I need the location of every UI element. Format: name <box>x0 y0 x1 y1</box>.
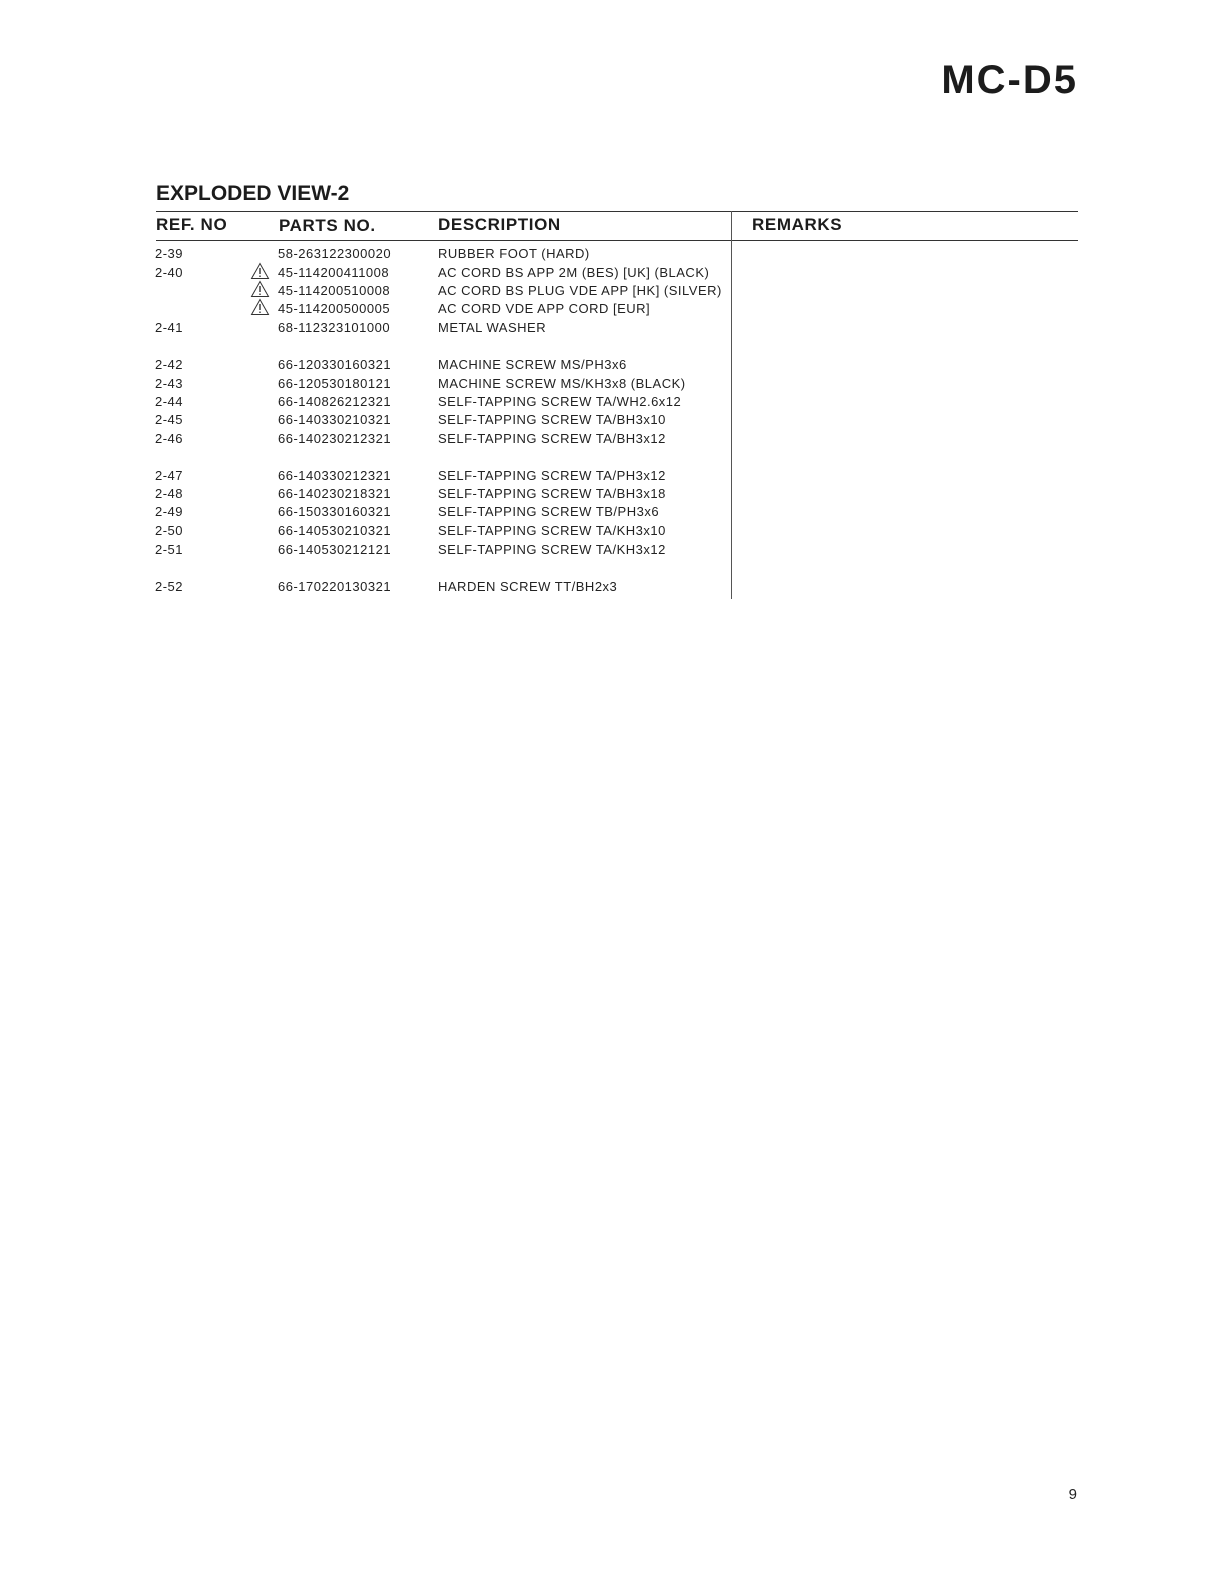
table-row <box>0 246 1219 264</box>
ref-no: 2-48 <box>155 486 184 501</box>
part-description: HARDEN SCREW TT/BH2x3 <box>438 579 618 594</box>
part-description: SELF-TAPPING SCREW TA/KH3x12 <box>438 542 666 557</box>
part-no: 66-140330210321 <box>278 412 392 427</box>
table-row <box>0 283 1219 301</box>
warning-triangle-icon <box>250 280 270 298</box>
part-description: MACHINE SCREW MS/KH3x8 (BLACK) <box>438 376 686 391</box>
part-no: 66-140826212321 <box>278 394 392 409</box>
part-description: AC CORD VDE APP CORD [EUR] <box>438 301 651 316</box>
part-description: SELF-TAPPING SCREW TB/PH3x6 <box>438 504 660 519</box>
part-description: MACHINE SCREW MS/PH3x6 <box>438 357 627 372</box>
part-description: SELF-TAPPING SCREW TA/BH3x10 <box>438 412 666 427</box>
table-row <box>0 301 1219 319</box>
column-header-ref-no: REF. NO <box>156 215 228 234</box>
table-header-rule <box>156 240 1078 241</box>
table-row <box>0 265 1219 283</box>
ref-no: 2-40 <box>155 265 184 280</box>
part-no: 66-140230218321 <box>278 486 392 501</box>
table-row <box>0 394 1219 412</box>
part-description: SELF-TAPPING SCREW TA/BH3x18 <box>438 486 666 501</box>
page-number: 9 <box>1068 1486 1077 1503</box>
part-no: 45-114200500005 <box>278 301 391 316</box>
table-row <box>0 376 1219 394</box>
part-no: 66-170220130321 <box>278 579 392 594</box>
column-header-parts-no: PARTS NO. <box>279 216 376 235</box>
ref-no: 2-50 <box>155 523 184 538</box>
table-row <box>0 412 1219 430</box>
ref-no: 2-42 <box>155 357 184 372</box>
table-row <box>0 504 1219 522</box>
table-row <box>0 542 1219 560</box>
part-no: 66-120530180121 <box>278 376 392 391</box>
warning-triangle-icon <box>250 262 270 280</box>
part-no: 66-150330160321 <box>278 504 392 519</box>
part-no: 66-140230212321 <box>278 431 392 446</box>
ref-no: 2-47 <box>155 468 184 483</box>
part-description: RUBBER FOOT (HARD) <box>438 246 590 261</box>
part-description: SELF-TAPPING SCREW TA/PH3x12 <box>438 468 666 483</box>
column-header-remarks: REMARKS <box>752 215 843 234</box>
part-no: 66-140530212121 <box>278 542 392 557</box>
table-row <box>0 486 1219 504</box>
table-top-rule <box>156 211 1078 212</box>
ref-no: 2-43 <box>155 376 184 391</box>
table-row <box>0 431 1219 449</box>
part-description: AC CORD BS APP 2M (BES) [UK] (BLACK) <box>438 265 710 280</box>
part-no: 68-112323101000 <box>278 320 391 335</box>
section-title: EXPLODED VIEW-2 <box>156 182 350 205</box>
warning-triangle-icon <box>250 298 270 316</box>
ref-no: 2-44 <box>155 394 184 409</box>
part-description: AC CORD BS PLUG VDE APP [HK] (SILVER) <box>438 283 722 298</box>
part-description: METAL WASHER <box>438 320 547 335</box>
table-row <box>0 579 1219 597</box>
table-row <box>0 523 1219 541</box>
table-row <box>0 468 1219 486</box>
ref-no: 2-51 <box>155 542 184 557</box>
part-description: SELF-TAPPING SCREW TA/KH3x10 <box>438 523 666 538</box>
ref-no: 2-49 <box>155 504 184 519</box>
part-no: 45-114200510008 <box>278 283 391 298</box>
ref-no: 2-39 <box>155 246 184 261</box>
part-no: 66-140530210321 <box>278 523 392 538</box>
part-description: SELF-TAPPING SCREW TA/BH3x12 <box>438 431 666 446</box>
ref-no: 2-52 <box>155 579 184 594</box>
model-title: MC-D5 <box>941 58 1078 102</box>
part-no: 45-114200411008 <box>278 265 390 280</box>
table-row <box>0 320 1219 338</box>
ref-no: 2-45 <box>155 412 184 427</box>
column-header-description: DESCRIPTION <box>438 215 561 234</box>
ref-no: 2-46 <box>155 431 184 446</box>
part-description: SELF-TAPPING SCREW TA/WH2.6x12 <box>438 394 682 409</box>
table-row <box>0 357 1219 375</box>
part-no: 58-263122300020 <box>278 246 392 261</box>
ref-no: 2-41 <box>155 320 184 335</box>
part-no: 66-120330160321 <box>278 357 392 372</box>
part-no: 66-140330212321 <box>278 468 392 483</box>
